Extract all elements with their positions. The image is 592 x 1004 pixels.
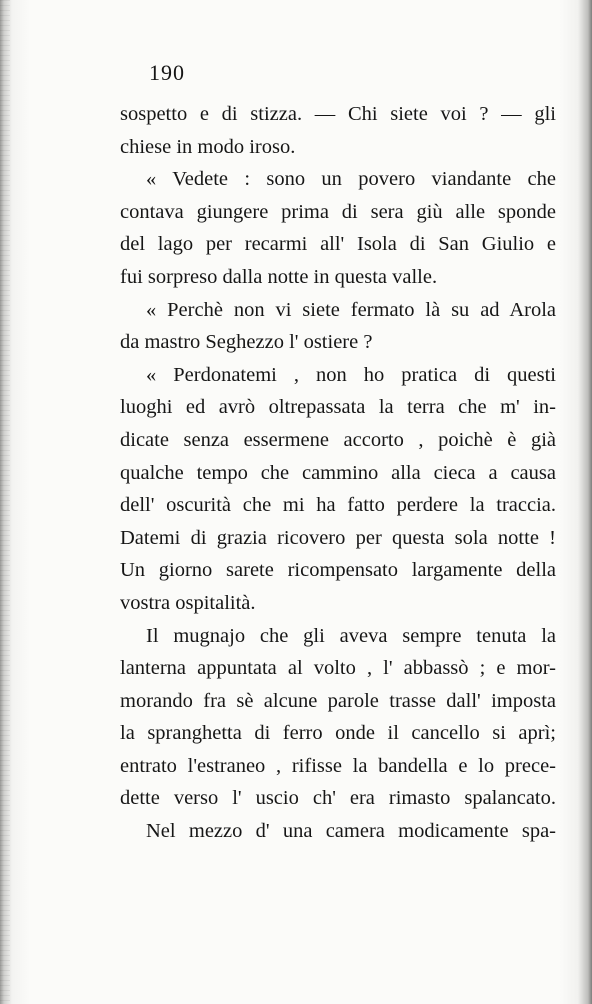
text-line: dicate senza essermene accorto , poichè è già <box>120 428 556 451</box>
text-line: dette verso l' uscio ch' era rimasto spalancato. <box>120 787 556 810</box>
text-line: « Perdonatemi , non ho pratica di questi <box>146 363 556 386</box>
text-line: Nel mezzo d' una camera modicamente spa- <box>146 820 556 843</box>
text-line: Datemi di grazia ricovero per questa sola notte ! <box>120 526 556 549</box>
text-line: la spranghetta di ferro onde il cancello si aprì; <box>120 722 556 745</box>
text-line: qualche tempo che cammino alla cieca a causa <box>120 461 556 484</box>
text-line: dell' oscurità che mi ha fatto perdere la traccia. <box>120 494 556 517</box>
text-line: da mastro Seghezzo l' ostiere ? <box>120 331 373 354</box>
text-line: contava giungere prima di sera giù alle sponde <box>120 200 556 223</box>
text-line: fui sorpreso dalla notte in questa valle. <box>120 265 438 288</box>
text-line: Un giorno sarete ricompensato largamente della <box>120 559 556 582</box>
body-text <box>120 98 556 848</box>
page-number: 190 <box>149 60 185 85</box>
text-line: « Vedete : sono un povero viandante che <box>146 168 556 191</box>
text-line: Il mugnajo che gli aveva sempre tenuta la <box>146 624 556 647</box>
text-line: vostra ospitalità. <box>120 591 256 614</box>
text-line: luoghi ed avrò oltrepassata la terra che m' in- <box>120 396 556 419</box>
text-line: chiese in modo iroso. <box>120 135 296 158</box>
page-binding-edge <box>0 0 10 1004</box>
text-line: del lago per recarmi all' Isola di San Giulio e <box>120 233 556 256</box>
text-line: morando fra sè alcune parole trasse dall' imposta <box>120 689 556 712</box>
text-line: « Perchè non vi siete fermato là su ad Arola <box>146 298 556 321</box>
text-line: lanterna appuntata al volto , l' abbassò ; e mor- <box>120 657 556 680</box>
text-line: sospetto e di stizza. — Chi siete voi ? — gli <box>120 103 556 125</box>
text-line: entrato l'estraneo , rifisse la bandella e lo prece- <box>120 754 556 777</box>
